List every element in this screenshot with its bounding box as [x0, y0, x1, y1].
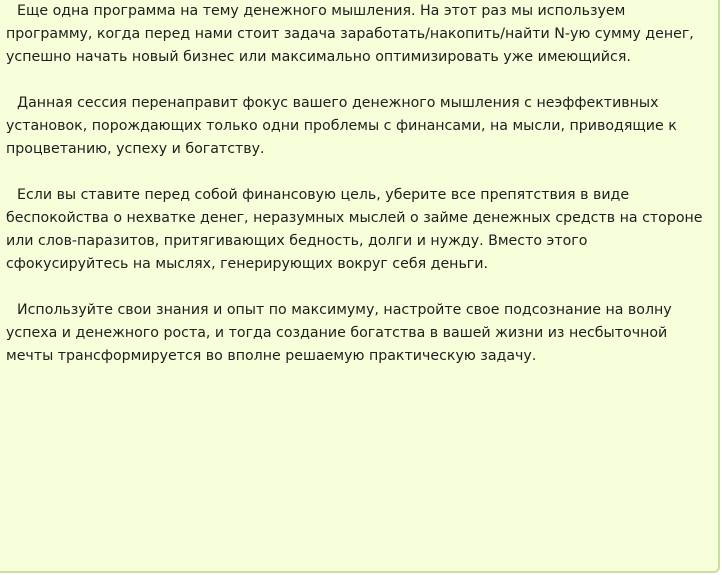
paragraph-knowledge-experience: Используйте свои знания и опыт по максимуму, настройте свое подсознание на волну успеха и денежного роста, и тогда создание богатства в вашей жизни из несбыточной мечты трансформируется во вполне решаемую практическую задачу.	[6, 302, 672, 364]
paragraph-session-focus: Данная сессия перенаправит фокус вашего денежного мышления с неэффективных установок, порождающих только одни проблемы с финансами, на мысли, приводящие к процветанию, успеху и богатству.	[6, 95, 677, 157]
description-text	[6, 0, 708, 368]
paragraph-intro: Еще одна программа на тему денежного мышления. На этот раз мы используем программу, когда перед нами стоит задача заработать/накопить/найти N-ую сумму денег, успешно начать новый бизнес или максимально оптимизировать уже имеющийся.	[6, 3, 694, 65]
paragraph-financial-goal: Если вы ставите перед собой финансовую цель, уберите все препятствия в виде беспокойства о нехватке денег, неразумных мыслей о займе денежных средств на стороне или слов-паразитов, притягивающих бедность, долги и нужду. Вместо этого сфокусируйтесь на мыслях, генерирующих вокруг себя деньги.	[6, 187, 703, 272]
